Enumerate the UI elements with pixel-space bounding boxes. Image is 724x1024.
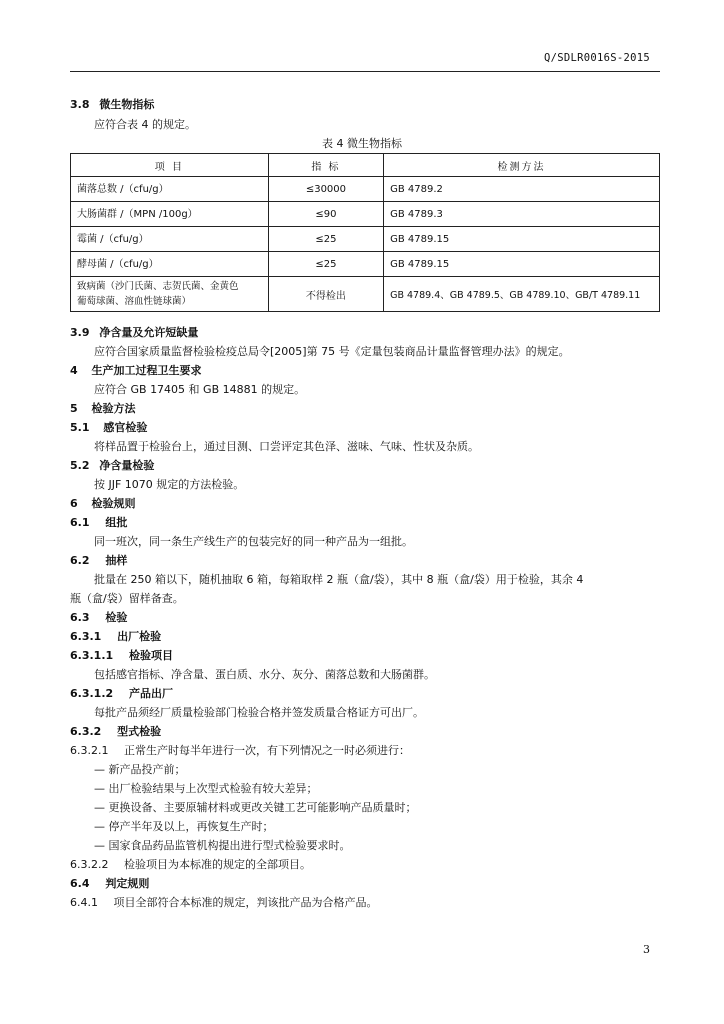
- cell-limit: ≤25: [268, 227, 383, 252]
- section-text: 项目全部符合本标准的规定，判该批产品为合格产品。: [113, 896, 378, 909]
- section-3-8-heading: [70, 98, 154, 112]
- section-3-8-body: 应符合表 4 的规定。: [94, 118, 196, 131]
- list-item: — 出厂检验结果与上次型式检验有较大差异；: [94, 782, 318, 795]
- cell-item: 菌落总数 /（cfu/g）: [71, 177, 269, 202]
- section-number: 6: [70, 497, 78, 510]
- table-row: [71, 252, 660, 277]
- column-header-method: 检测方法: [384, 154, 660, 177]
- section-6-heading: [70, 497, 136, 511]
- section-number: 6.3: [70, 611, 90, 624]
- cell-method: GB 4789.3: [384, 202, 660, 227]
- list-item: — 停产半年及以上，再恢复生产时；: [94, 820, 274, 833]
- column-header-item: 项 目: [71, 154, 269, 177]
- section-number: 3.9: [70, 326, 90, 339]
- section-number: 6.3.1.1: [70, 649, 114, 662]
- table-caption: 表 4 微生物指标: [322, 137, 402, 150]
- section-title: 净含量检验: [99, 459, 155, 472]
- microbial-indicator-table: [70, 153, 660, 312]
- section-number: 6.2: [70, 554, 90, 567]
- list-item: — 新产品投产前；: [94, 763, 186, 776]
- section-number: 5.1: [70, 421, 90, 434]
- section-title: 感官检验: [103, 421, 148, 434]
- page-number: 3: [643, 943, 650, 956]
- section-title: 生产加工过程卫生要求: [91, 364, 202, 377]
- section-5-1-heading: [70, 421, 147, 435]
- section-number: 4: [70, 364, 78, 377]
- cell-limit: ≤25: [268, 252, 383, 277]
- section-number: 3.8: [70, 98, 90, 111]
- section-number: 6.3.1: [70, 630, 102, 643]
- table-row: [71, 177, 660, 202]
- section-number: 6.3.2.2: [70, 858, 109, 871]
- cell-item: [71, 277, 269, 312]
- section-number: 6.4: [70, 877, 90, 890]
- list-item: — 国家食品药品监管机构提出进行型式检验要求时。: [94, 839, 351, 852]
- section-6-3-1-2-body: 每批产品须经厂质量检验部门检验合格并签发质量合格证方可出厂。: [94, 706, 424, 719]
- section-title: 产品出厂: [129, 687, 173, 700]
- document-code: Q/SDLR0016S-2015: [544, 52, 650, 64]
- cell-method: GB 4789.15: [384, 227, 660, 252]
- list-item: — 更换设备、主要原辅材料或更改关键工艺可能影响产品质量时；: [94, 801, 417, 814]
- cell-item: 酵母菌 /（cfu/g）: [71, 252, 269, 277]
- section-title: 检验规则: [91, 497, 136, 510]
- section-6-3-1-heading: [70, 630, 161, 644]
- table-row: [71, 202, 660, 227]
- section-number: 6.4.1: [70, 896, 98, 909]
- section-number: 6.3.2.1: [70, 744, 109, 757]
- section-6-3-1-1-body: 包括感官指标、净含量、蛋白质、水分、灰分、菌落总数和大肠菌群。: [94, 668, 435, 681]
- section-3-9-body: 应符合国家质量监督检验检疫总局令[2005]第 75 号《定量包装商品计量监督管理办法》的规定。: [94, 345, 570, 358]
- cell-limit: ≤30000: [268, 177, 383, 202]
- section-6-1-heading: [70, 516, 127, 530]
- section-6-4-heading: [70, 877, 149, 891]
- section-title: 型式检验: [117, 725, 162, 738]
- section-6-3-heading: [70, 611, 127, 625]
- section-number: 6.3.1.2: [70, 687, 114, 700]
- section-title: 组批: [105, 516, 128, 529]
- section-3-9-heading: [70, 326, 198, 340]
- cell-limit: 不得检出: [268, 277, 383, 312]
- section-title: 抽样: [105, 554, 128, 567]
- section-text: 正常生产时每半年进行一次，有下列情况之一时必须进行：: [123, 744, 410, 757]
- section-6-3-1-1-heading: [70, 649, 173, 663]
- section-6-3-2-2: [70, 858, 311, 872]
- section-6-1-body: 同一班次，同一条生产线生产的包装完好的同一种产品为一组批。: [94, 535, 413, 548]
- section-6-2-body-line-2: 瓶（盒/袋）留样备查。: [70, 592, 184, 605]
- section-6-2-body-line-1: 批量在 250 箱以下，随机抽取 6 箱，每箱取样 2 瓶（盒/袋），其中 8 瓶（盒/袋）用于检验，其余 4: [94, 573, 584, 586]
- table-row: [71, 277, 660, 312]
- section-4-heading: [70, 364, 202, 378]
- section-title: 净含量及允许短缺量: [99, 326, 199, 339]
- section-6-3-2-1: [70, 744, 410, 758]
- cell-item-line-2: 葡萄球菌、溶血性链球菌）: [77, 296, 192, 307]
- section-number: 6.3.2: [70, 725, 102, 738]
- section-text: 检验项目为本标准的规定的全部项目。: [123, 858, 311, 871]
- section-6-2-heading: [70, 554, 127, 568]
- section-5-1-body: 将样品置于检验台上，通过目测、口尝评定其色泽、滋味、气味、性状及杂质。: [94, 440, 479, 453]
- table-row: [71, 227, 660, 252]
- section-title: 判定规则: [105, 877, 150, 890]
- cell-method: GB 4789.15: [384, 252, 660, 277]
- section-title: 微生物指标: [99, 98, 155, 111]
- section-title: 检验: [105, 611, 128, 624]
- cell-method: GB 4789.2: [384, 177, 660, 202]
- cell-limit: ≤90: [268, 202, 383, 227]
- section-number: 5.2: [70, 459, 90, 472]
- table-header-row: [71, 154, 660, 177]
- section-5-heading: [70, 402, 136, 416]
- section-title: 检验方法: [91, 402, 136, 415]
- section-6-4-1: [70, 896, 378, 910]
- cell-item: 大肠菌群 /（MPN /100g）: [71, 202, 269, 227]
- section-4-body: 应符合 GB 17405 和 GB 14881 的规定。: [94, 383, 306, 396]
- section-number: 5: [70, 402, 78, 415]
- cell-item-line-1: 致病菌（沙门氏菌、志贺氏菌、金黄色: [77, 281, 239, 292]
- cell-method: GB 4789.4、GB 4789.5、GB 4789.10、GB/T 4789.11: [384, 277, 660, 312]
- section-title: 出厂检验: [117, 630, 162, 643]
- section-5-2-body: 按 JJF 1070 规定的方法检验。: [94, 478, 245, 491]
- section-6-3-2-heading: [70, 725, 161, 739]
- section-6-3-1-2-heading: [70, 687, 173, 701]
- section-number: 6.1: [70, 516, 90, 529]
- header-divider: [70, 71, 660, 72]
- cell-item: 霉菌 /（cfu/g）: [71, 227, 269, 252]
- section-title: 检验项目: [129, 649, 173, 662]
- section-5-2-heading: [70, 459, 154, 473]
- column-header-limit: 指 标: [268, 154, 383, 177]
